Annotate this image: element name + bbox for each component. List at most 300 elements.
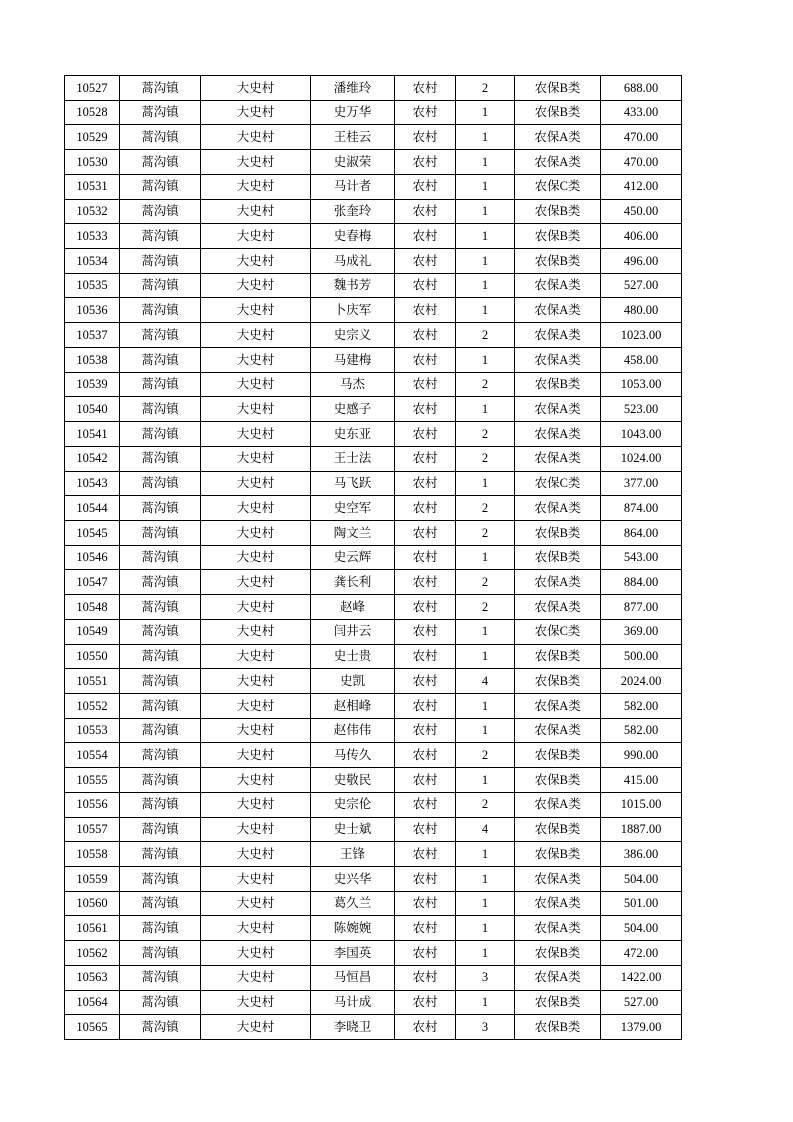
cell-town: 蒿沟镇 xyxy=(120,397,201,422)
cell-category: 农保B类 xyxy=(515,842,601,867)
cell-name: 史宗义 xyxy=(311,323,395,348)
cell-count: 1 xyxy=(456,397,515,422)
table-row xyxy=(65,323,682,348)
cell-id: 10551 xyxy=(65,669,120,694)
cell-id: 10560 xyxy=(65,891,120,916)
cell-residence: 农村 xyxy=(395,199,456,224)
table-row xyxy=(65,743,682,768)
cell-name: 王锋 xyxy=(311,842,395,867)
cell-category: 农保A类 xyxy=(515,298,601,323)
table-row xyxy=(65,372,682,397)
cell-town: 蒿沟镇 xyxy=(120,595,201,620)
cell-town: 蒿沟镇 xyxy=(120,323,201,348)
cell-village: 大史村 xyxy=(201,619,311,644)
cell-count: 2 xyxy=(456,792,515,817)
cell-name: 史淑荣 xyxy=(311,150,395,175)
cell-category: 农保C类 xyxy=(515,471,601,496)
cell-town: 蒿沟镇 xyxy=(120,718,201,743)
cell-name: 闫井云 xyxy=(311,619,395,644)
table-row xyxy=(65,619,682,644)
cell-count: 1 xyxy=(456,619,515,644)
cell-town: 蒿沟镇 xyxy=(120,619,201,644)
cell-amount: 450.00 xyxy=(601,199,682,224)
cell-count: 3 xyxy=(456,1015,515,1040)
cell-town: 蒿沟镇 xyxy=(120,249,201,274)
cell-name: 卜庆军 xyxy=(311,298,395,323)
cell-name: 张奎玲 xyxy=(311,199,395,224)
cell-town: 蒿沟镇 xyxy=(120,150,201,175)
cell-amount: 1043.00 xyxy=(601,422,682,447)
cell-amount: 582.00 xyxy=(601,693,682,718)
cell-amount: 1422.00 xyxy=(601,965,682,990)
cell-id: 10528 xyxy=(65,100,120,125)
cell-name: 史兴华 xyxy=(311,867,395,892)
cell-name: 陶文兰 xyxy=(311,520,395,545)
table-row xyxy=(65,718,682,743)
cell-town: 蒿沟镇 xyxy=(120,125,201,150)
cell-id: 10530 xyxy=(65,150,120,175)
cell-town: 蒿沟镇 xyxy=(120,298,201,323)
cell-amount: 377.00 xyxy=(601,471,682,496)
cell-category: 农保A类 xyxy=(515,867,601,892)
cell-residence: 农村 xyxy=(395,990,456,1015)
cell-residence: 农村 xyxy=(395,941,456,966)
cell-amount: 1887.00 xyxy=(601,817,682,842)
cell-category: 农保B类 xyxy=(515,372,601,397)
cell-village: 大史村 xyxy=(201,669,311,694)
cell-village: 大史村 xyxy=(201,1015,311,1040)
cell-town: 蒿沟镇 xyxy=(120,1015,201,1040)
cell-town: 蒿沟镇 xyxy=(120,273,201,298)
cell-count: 1 xyxy=(456,768,515,793)
cell-category: 农保B类 xyxy=(515,768,601,793)
cell-id: 10547 xyxy=(65,570,120,595)
cell-count: 1 xyxy=(456,150,515,175)
cell-category: 农保A类 xyxy=(515,422,601,447)
cell-village: 大史村 xyxy=(201,347,311,372)
cell-amount: 582.00 xyxy=(601,718,682,743)
cell-amount: 1024.00 xyxy=(601,446,682,471)
cell-count: 1 xyxy=(456,545,515,570)
table-row xyxy=(65,941,682,966)
cell-count: 1 xyxy=(456,941,515,966)
cell-amount: 470.00 xyxy=(601,150,682,175)
table-row xyxy=(65,273,682,298)
cell-name: 龚长利 xyxy=(311,570,395,595)
cell-category: 农保A类 xyxy=(515,496,601,521)
cell-amount: 884.00 xyxy=(601,570,682,595)
cell-residence: 农村 xyxy=(395,76,456,101)
cell-category: 农保C类 xyxy=(515,174,601,199)
cell-category: 农保B类 xyxy=(515,76,601,101)
cell-amount: 406.00 xyxy=(601,224,682,249)
cell-residence: 农村 xyxy=(395,298,456,323)
table-row xyxy=(65,545,682,570)
cell-id: 10544 xyxy=(65,496,120,521)
cell-residence: 农村 xyxy=(395,718,456,743)
cell-village: 大史村 xyxy=(201,471,311,496)
cell-count: 1 xyxy=(456,842,515,867)
cell-town: 蒿沟镇 xyxy=(120,76,201,101)
cell-village: 大史村 xyxy=(201,842,311,867)
cell-id: 10554 xyxy=(65,743,120,768)
cell-count: 2 xyxy=(456,323,515,348)
cell-id: 10555 xyxy=(65,768,120,793)
cell-count: 1 xyxy=(456,273,515,298)
cell-residence: 农村 xyxy=(395,570,456,595)
cell-category: 农保A类 xyxy=(515,891,601,916)
cell-amount: 543.00 xyxy=(601,545,682,570)
cell-village: 大史村 xyxy=(201,693,311,718)
cell-residence: 农村 xyxy=(395,1015,456,1040)
cell-name: 王桂云 xyxy=(311,125,395,150)
cell-residence: 农村 xyxy=(395,743,456,768)
cell-name: 史士贵 xyxy=(311,644,395,669)
cell-category: 农保B类 xyxy=(515,941,601,966)
cell-village: 大史村 xyxy=(201,570,311,595)
cell-id: 10564 xyxy=(65,990,120,1015)
cell-residence: 农村 xyxy=(395,323,456,348)
cell-village: 大史村 xyxy=(201,941,311,966)
cell-name: 李晓卫 xyxy=(311,1015,395,1040)
cell-town: 蒿沟镇 xyxy=(120,644,201,669)
records-tbody xyxy=(65,76,682,1040)
cell-category: 农保B类 xyxy=(515,644,601,669)
cell-residence: 农村 xyxy=(395,792,456,817)
cell-residence: 农村 xyxy=(395,669,456,694)
cell-town: 蒿沟镇 xyxy=(120,990,201,1015)
table-row xyxy=(65,693,682,718)
table-row xyxy=(65,174,682,199)
cell-amount: 504.00 xyxy=(601,916,682,941)
cell-name: 史万华 xyxy=(311,100,395,125)
cell-residence: 农村 xyxy=(395,273,456,298)
cell-town: 蒿沟镇 xyxy=(120,496,201,521)
cell-village: 大史村 xyxy=(201,768,311,793)
cell-category: 农保A类 xyxy=(515,323,601,348)
cell-count: 2 xyxy=(456,446,515,471)
table-row xyxy=(65,595,682,620)
cell-name: 李国英 xyxy=(311,941,395,966)
cell-village: 大史村 xyxy=(201,199,311,224)
cell-town: 蒿沟镇 xyxy=(120,842,201,867)
cell-id: 10548 xyxy=(65,595,120,620)
cell-amount: 415.00 xyxy=(601,768,682,793)
cell-town: 蒿沟镇 xyxy=(120,693,201,718)
cell-residence: 农村 xyxy=(395,842,456,867)
cell-name: 史东亚 xyxy=(311,422,395,447)
cell-town: 蒿沟镇 xyxy=(120,520,201,545)
table-row xyxy=(65,520,682,545)
table-row xyxy=(65,817,682,842)
cell-residence: 农村 xyxy=(395,867,456,892)
cell-amount: 688.00 xyxy=(601,76,682,101)
cell-residence: 农村 xyxy=(395,446,456,471)
cell-village: 大史村 xyxy=(201,446,311,471)
cell-count: 1 xyxy=(456,174,515,199)
cell-village: 大史村 xyxy=(201,397,311,422)
cell-village: 大史村 xyxy=(201,249,311,274)
table-row xyxy=(65,669,682,694)
cell-name: 马杰 xyxy=(311,372,395,397)
cell-village: 大史村 xyxy=(201,867,311,892)
cell-village: 大史村 xyxy=(201,224,311,249)
cell-amount: 496.00 xyxy=(601,249,682,274)
cell-count: 1 xyxy=(456,891,515,916)
cell-town: 蒿沟镇 xyxy=(120,446,201,471)
cell-count: 1 xyxy=(456,298,515,323)
cell-category: 农保B类 xyxy=(515,817,601,842)
cell-name: 马成礼 xyxy=(311,249,395,274)
cell-amount: 1053.00 xyxy=(601,372,682,397)
cell-id: 10538 xyxy=(65,347,120,372)
cell-category: 农保B类 xyxy=(515,249,601,274)
cell-town: 蒿沟镇 xyxy=(120,669,201,694)
cell-residence: 农村 xyxy=(395,347,456,372)
cell-village: 大史村 xyxy=(201,273,311,298)
table-row xyxy=(65,891,682,916)
cell-id: 10561 xyxy=(65,916,120,941)
cell-category: 农保A类 xyxy=(515,397,601,422)
cell-residence: 农村 xyxy=(395,496,456,521)
cell-town: 蒿沟镇 xyxy=(120,570,201,595)
cell-residence: 农村 xyxy=(395,768,456,793)
cell-town: 蒿沟镇 xyxy=(120,941,201,966)
cell-category: 农保B类 xyxy=(515,743,601,768)
cell-count: 1 xyxy=(456,471,515,496)
cell-count: 2 xyxy=(456,496,515,521)
cell-town: 蒿沟镇 xyxy=(120,174,201,199)
cell-category: 农保A类 xyxy=(515,693,601,718)
cell-count: 2 xyxy=(456,422,515,447)
table-row xyxy=(65,965,682,990)
cell-residence: 农村 xyxy=(395,891,456,916)
cell-category: 农保B类 xyxy=(515,545,601,570)
cell-residence: 农村 xyxy=(395,545,456,570)
cell-residence: 农村 xyxy=(395,249,456,274)
cell-village: 大史村 xyxy=(201,76,311,101)
cell-name: 马飞跃 xyxy=(311,471,395,496)
cell-amount: 412.00 xyxy=(601,174,682,199)
cell-category: 农保B类 xyxy=(515,990,601,1015)
cell-name: 葛久兰 xyxy=(311,891,395,916)
cell-village: 大史村 xyxy=(201,891,311,916)
cell-amount: 500.00 xyxy=(601,644,682,669)
cell-category: 农保B类 xyxy=(515,100,601,125)
cell-residence: 农村 xyxy=(395,224,456,249)
cell-name: 史云辉 xyxy=(311,545,395,570)
cell-amount: 386.00 xyxy=(601,842,682,867)
cell-village: 大史村 xyxy=(201,595,311,620)
cell-amount: 458.00 xyxy=(601,347,682,372)
cell-id: 10532 xyxy=(65,199,120,224)
table-row xyxy=(65,471,682,496)
cell-id: 10557 xyxy=(65,817,120,842)
cell-residence: 农村 xyxy=(395,422,456,447)
cell-village: 大史村 xyxy=(201,496,311,521)
table-row xyxy=(65,100,682,125)
cell-category: 农保A类 xyxy=(515,792,601,817)
cell-count: 2 xyxy=(456,76,515,101)
cell-residence: 农村 xyxy=(395,100,456,125)
cell-name: 史敬民 xyxy=(311,768,395,793)
cell-residence: 农村 xyxy=(395,520,456,545)
cell-count: 1 xyxy=(456,644,515,669)
cell-category: 农保A类 xyxy=(515,125,601,150)
cell-amount: 527.00 xyxy=(601,990,682,1015)
cell-id: 10540 xyxy=(65,397,120,422)
cell-amount: 501.00 xyxy=(601,891,682,916)
cell-amount: 1023.00 xyxy=(601,323,682,348)
cell-town: 蒿沟镇 xyxy=(120,545,201,570)
table-row xyxy=(65,76,682,101)
cell-town: 蒿沟镇 xyxy=(120,422,201,447)
cell-town: 蒿沟镇 xyxy=(120,916,201,941)
table-row xyxy=(65,990,682,1015)
cell-village: 大史村 xyxy=(201,644,311,669)
cell-town: 蒿沟镇 xyxy=(120,199,201,224)
cell-category: 农保C类 xyxy=(515,619,601,644)
cell-name: 赵相峰 xyxy=(311,693,395,718)
cell-village: 大史村 xyxy=(201,174,311,199)
cell-category: 农保A类 xyxy=(515,595,601,620)
cell-id: 10533 xyxy=(65,224,120,249)
cell-category: 农保B类 xyxy=(515,224,601,249)
cell-amount: 1015.00 xyxy=(601,792,682,817)
cell-town: 蒿沟镇 xyxy=(120,743,201,768)
cell-count: 1 xyxy=(456,249,515,274)
cell-village: 大史村 xyxy=(201,817,311,842)
cell-count: 1 xyxy=(456,199,515,224)
cell-category: 农保A类 xyxy=(515,916,601,941)
cell-category: 农保A类 xyxy=(515,273,601,298)
cell-name: 赵峰 xyxy=(311,595,395,620)
cell-count: 1 xyxy=(456,990,515,1015)
cell-town: 蒿沟镇 xyxy=(120,347,201,372)
cell-amount: 523.00 xyxy=(601,397,682,422)
cell-count: 1 xyxy=(456,693,515,718)
cell-town: 蒿沟镇 xyxy=(120,867,201,892)
cell-count: 4 xyxy=(456,817,515,842)
cell-residence: 农村 xyxy=(395,372,456,397)
cell-id: 10527 xyxy=(65,76,120,101)
cell-count: 1 xyxy=(456,867,515,892)
cell-category: 农保B类 xyxy=(515,1015,601,1040)
cell-id: 10539 xyxy=(65,372,120,397)
cell-name: 马恒昌 xyxy=(311,965,395,990)
cell-residence: 农村 xyxy=(395,150,456,175)
cell-village: 大史村 xyxy=(201,150,311,175)
cell-town: 蒿沟镇 xyxy=(120,891,201,916)
cell-id: 10543 xyxy=(65,471,120,496)
cell-name: 马传久 xyxy=(311,743,395,768)
cell-town: 蒿沟镇 xyxy=(120,372,201,397)
cell-id: 10531 xyxy=(65,174,120,199)
cell-residence: 农村 xyxy=(395,644,456,669)
table-row xyxy=(65,249,682,274)
cell-amount: 472.00 xyxy=(601,941,682,966)
table-row xyxy=(65,1015,682,1040)
table-row xyxy=(65,224,682,249)
cell-amount: 527.00 xyxy=(601,273,682,298)
cell-amount: 369.00 xyxy=(601,619,682,644)
cell-residence: 农村 xyxy=(395,471,456,496)
table-row xyxy=(65,446,682,471)
cell-id: 10556 xyxy=(65,792,120,817)
cell-name: 史空军 xyxy=(311,496,395,521)
cell-village: 大史村 xyxy=(201,718,311,743)
table-row xyxy=(65,916,682,941)
table-row xyxy=(65,298,682,323)
cell-count: 2 xyxy=(456,595,515,620)
cell-id: 10563 xyxy=(65,965,120,990)
table-row xyxy=(65,644,682,669)
cell-amount: 504.00 xyxy=(601,867,682,892)
cell-name: 马计成 xyxy=(311,990,395,1015)
cell-village: 大史村 xyxy=(201,372,311,397)
cell-count: 1 xyxy=(456,347,515,372)
cell-village: 大史村 xyxy=(201,965,311,990)
table-row xyxy=(65,867,682,892)
cell-count: 2 xyxy=(456,570,515,595)
cell-count: 1 xyxy=(456,100,515,125)
cell-village: 大史村 xyxy=(201,545,311,570)
table-row xyxy=(65,496,682,521)
cell-id: 10546 xyxy=(65,545,120,570)
cell-category: 农保B类 xyxy=(515,520,601,545)
cell-id: 10534 xyxy=(65,249,120,274)
cell-town: 蒿沟镇 xyxy=(120,224,201,249)
cell-amount: 877.00 xyxy=(601,595,682,620)
cell-name: 史宗伦 xyxy=(311,792,395,817)
cell-town: 蒿沟镇 xyxy=(120,100,201,125)
table-row xyxy=(65,570,682,595)
cell-village: 大史村 xyxy=(201,520,311,545)
cell-id: 10553 xyxy=(65,718,120,743)
cell-name: 陈婉婉 xyxy=(311,916,395,941)
cell-village: 大史村 xyxy=(201,990,311,1015)
cell-id: 10549 xyxy=(65,619,120,644)
cell-residence: 农村 xyxy=(395,619,456,644)
cell-category: 农保A类 xyxy=(515,718,601,743)
cell-id: 10565 xyxy=(65,1015,120,1040)
cell-amount: 2024.00 xyxy=(601,669,682,694)
cell-category: 农保A类 xyxy=(515,965,601,990)
cell-name: 马建梅 xyxy=(311,347,395,372)
cell-residence: 农村 xyxy=(395,916,456,941)
cell-name: 潘维玲 xyxy=(311,76,395,101)
cell-category: 农保A类 xyxy=(515,347,601,372)
cell-id: 10558 xyxy=(65,842,120,867)
cell-name: 王士法 xyxy=(311,446,395,471)
cell-id: 10552 xyxy=(65,693,120,718)
table-row xyxy=(65,150,682,175)
cell-name: 史士斌 xyxy=(311,817,395,842)
cell-id: 10529 xyxy=(65,125,120,150)
cell-village: 大史村 xyxy=(201,298,311,323)
cell-village: 大史村 xyxy=(201,743,311,768)
table-row xyxy=(65,347,682,372)
cell-count: 2 xyxy=(456,372,515,397)
cell-id: 10562 xyxy=(65,941,120,966)
cell-village: 大史村 xyxy=(201,916,311,941)
cell-village: 大史村 xyxy=(201,323,311,348)
cell-count: 1 xyxy=(456,224,515,249)
cell-name: 史凯 xyxy=(311,669,395,694)
cell-residence: 农村 xyxy=(395,397,456,422)
cell-category: 农保B类 xyxy=(515,669,601,694)
cell-count: 3 xyxy=(456,965,515,990)
